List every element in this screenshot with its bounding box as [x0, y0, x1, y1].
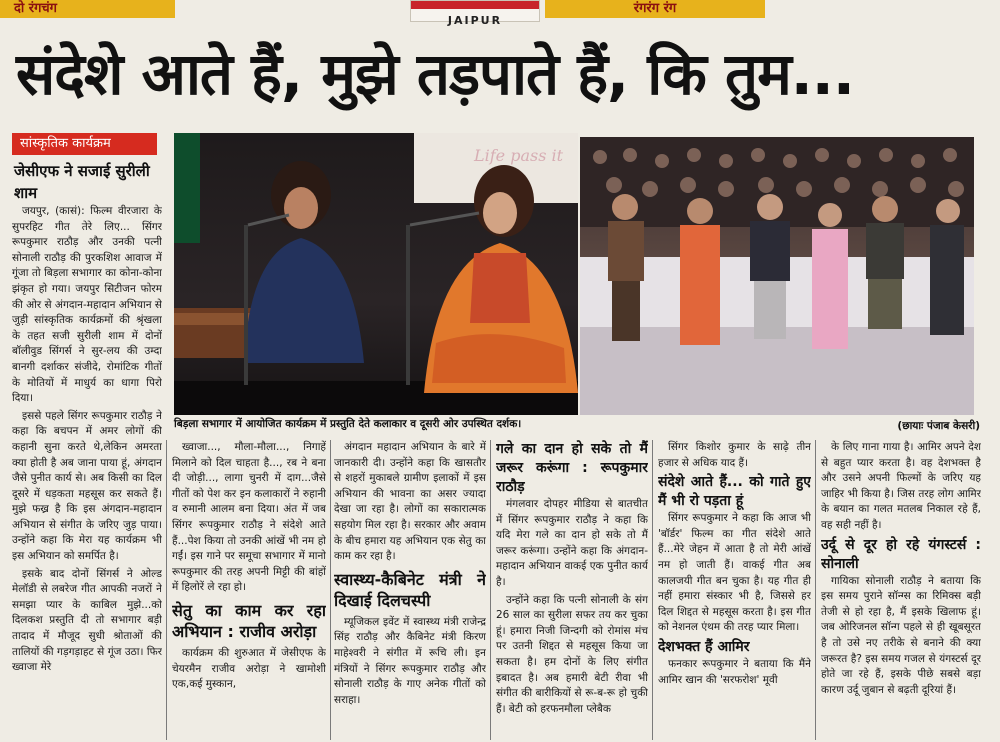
column-rule [815, 440, 816, 740]
article-column-3 [334, 440, 486, 740]
paragraph: फनकार रूपकुमार ने बताया कि मैंने आमिर खान की 'सरफरोश' मूवी [658, 657, 811, 686]
paragraph: सिंगर किशोर कुमार के साढ़े तीन हजार से अधिक याद हैं। [658, 441, 811, 469]
masthead-red-bar [411, 1, 539, 9]
paragraph: ख्वाजा..., मौला-मौला..., निगाहें मिलाने को दिल चाहता है..., रब ने बना दी जोड़ी..., लागा चुनरी में दाग...जैसे गीतों को पेश कर इन कलाकारों ने रुहानी व रुमानी आलम बना दिया। अंत में जब सिंगर रूपकुमार राठौड़ ने संदेशे आते हैं...पेश किया तो उनकी आंखें भी नम हो गईं। इस गाने पर समूचा सभागार में मानो रूपकुमार की तरह अपनी मिट्टी की बांहों में हिलोरें ले रहा हो। [172, 441, 326, 594]
article-column-1 [12, 204, 162, 740]
paragraph: इससे पहले सिंगर रूपकुमार राठौड़ ने कहा कि बचपन में अमर लोगों की कहानी सुना करते थे,लेकिन अमरता क्या होती है अब जाना पाया हूं, अंगदान जैसे पुनीत कार्य से। अब किसी का दिल दूसरे में धड़कता महसूस कर सकते हैं। मुझे फख्र है कि इस अंगदान-महादान अभियान से संगीत के जरिए जुड़ पाया। उन्होंने कहा कि मेरा यह कार्यक्रम भी इस अभियान को समर्पित है। [12, 409, 162, 563]
photo-credit: (छायाः पंजाब केसरी) [897, 420, 980, 432]
column-rule [652, 440, 653, 740]
audience-photo [580, 137, 974, 415]
paragraph: मंगलवार दोपहर मीडिया से बातचीत में सिंगर रूपकुमार राठौड़ ने कहा कि यदि मेरा गले का दान हो सके तो मैं जरूर करूंगा। उन्होंने कहा कि अंगदान-महादान अभियान वाकई एक पुनीत कार्य है। [496, 498, 648, 588]
article-column-2 [172, 440, 326, 740]
paragraph: जयपुर, (कासं): फिल्म वीरजारा के सुपरहिट गीत तेरे लिए... सिंगर रूपकुमार राठौड़ और उनकी पत्नी सोनाली राठौड़ की पुरकशिश आवाज में गूंजा तो बिड़ला सभागार का कोना-कोना झंकृत हो गया। जयपुर सिटीजन फोरम की ओर से अंगदान-महादान अभियान से जुड़ी सांस्कृतिक कार्यक्रमों की श्रृंखला के तहत सजी सुरीली शाम में दोनों बॉलीवुड सिंगर्स ने सुर-लय की उम्दा बानगी दर्शाकर संजीदे, रोमांटिक गीतों के मोतियों में माधुर्य का धागा पिरो दिया। [12, 205, 162, 405]
subhead: जेसीएफ ने सजाई सुरीली शाम [14, 162, 150, 202]
paragraph: उन्होंने कहा कि पत्नी सोनाली के संग 26 साल का सुरीला सफर तय कर चुका हूं। हमारा निजी जिन्दगी को रोमांस मंच पर उतनी शिद्दत से महसूस किया जा सकता है। हम दोनों के लिए संगीत इबादत है। अब हमारी बेटी रीवा भी संगीत की बारीकियों से रू-ब-रू हो चुकी हैं। बेटी को हरफनमौला प्लेबैक [496, 593, 648, 715]
photo-caption: बिड़ला सभागार में आयोजित कार्यक्रम में प्रस्तुति देते कलाकार व दूसरी ओर उपस्थित दर्शक। [174, 418, 522, 430]
section-heading: देशभक्त हैं आमिर [658, 638, 750, 655]
banner-text: Life pass it [474, 146, 564, 165]
masthead-center-tab [410, 0, 540, 27]
performers-photo [174, 133, 578, 415]
performers-photo-illustration [174, 133, 578, 415]
article-column-6 [821, 440, 981, 740]
paragraph: इसके बाद दोनों सिंगर्स ने ओल्ड मेलॉडी से लबरेज गीत आपकी नजरों ने समझा प्यार के काबिल मुझे...को दिलकश प्रस्तुति दी तो सभागार बड़ी तादाद में मौजूद सुधी श्रोताओं की तालियों की गड़गड़ाहट से गूंज उठा। फिर ख्वाजा मेरे [12, 567, 162, 674]
masthead-city: JAIPUR [447, 14, 503, 27]
masthead-left-strip: दो रंगचंग [0, 0, 175, 18]
article-column-4 [496, 440, 648, 740]
section-kicker: सांस्कृतिक कार्यक्रम [12, 133, 157, 155]
masthead-right-strip: रंगरंग रंग [545, 0, 765, 18]
section-heading: उर्दू से दूर हो रहे यंगस्टर्स : सोनाली [821, 536, 981, 572]
column-rule [330, 440, 331, 740]
section-heading: संदेशे आते हैं... को गाते हुए मैं भी रो पड़ता हूं [658, 474, 811, 510]
section-heading: सेतु का काम कर रहा अभियान : राजीव अरोड़ा [172, 600, 326, 641]
column-rule [166, 440, 167, 740]
paragraph: अंगदान महादान अभियान के बारे में जानकारी दी। उन्होंने कहा कि खासतौर से शहरों मुकाबले ग्रामीण इलाकों में इस अभियान की भावना का असर ज्यादा देखा जा रहा है। लोगों का सकारात्मक सहयोग मिल रहा है। सरकार और अवाम के बीच हमारा यह अभियान एक सेतु का काम कर रहा है। [334, 441, 486, 563]
paragraph: कार्यक्रम की शुरुआत में जेसीएफ के चेयरमैन राजीव अरोड़ा ने खामोशी एक,कई मुस्कान, [172, 646, 326, 691]
section-heading: गले का दान हो सके तो मैं जरूर करूंगा : रूपकुमार राठौड़ [496, 441, 648, 495]
column-rule [490, 440, 491, 740]
article-column-5 [658, 440, 811, 740]
section-heading: स्वास्थ्य-कैबिनेट मंत्री ने दिखाई दिलचस्पी [334, 569, 486, 610]
paragraph: के लिए गाना गाया है। आमिर अपने देश से बहुत प्यार करता है। वह देशभक्त है और उसने अपनी फिल्मों के जरिए यह जाहिर भी किया है। जिस तरह लोग आमिर के बयान का गलत मतलब निकाल रहे हैं, वह सही नहीं है। [821, 441, 981, 531]
paragraph: म्यूजिकल इवेंट में स्वास्थ्य मंत्री राजेन्द्र सिंह राठौड़ और कैबिनेट मंत्री किरण माहेश्वरी ने संगीत में रूचि ली। इन मंत्रियों ने सिंगर रूपकुमार राठौड़ और सोनाली राठौड़ के गाए अनेक गीतों को सराहा। [334, 615, 486, 706]
paragraph: गायिका सोनाली राठौड़ ने बताया कि इस समय पुराने सॉन्ग्स का रिमिक्स बड़ी तेजी से हो रहा है, मैं इसके खिलाफ हूं। जब ओरिजनल सॉन्ग पहले से ही खूबसूरत है तो उसे नए तरीके से बनाने की क्या जरूरत है? इस समय गजल से यंगस्टर्स दूर होते जा रहे हैं, इसके पीछे सबसे बड़ा कारण उर्दू जुबान से बढ़ती दूरियां हैं। [821, 574, 981, 696]
audience-photo-illustration [580, 137, 974, 415]
headline: संदेशे आते हैं, मुझे तड़पाते हैं, कि तुम... [16, 40, 854, 108]
paragraph: सिंगर रूपकुमार ने कहा कि आज भी 'बॉर्डर' फिल्म का गीत संदेशे आते हैं...मेरे जेहन में आता है तो मेरी आंखें नम हो जाती हैं। वाकई गीत अब कालजयी गीत बन चुका है। यह गीत ही नहीं हमारा संस्कार भी है, जिससे हर दिल शिद्दत से महसूस करता है। इस गीत को नेशनल एंथम की तरह प्यार मिला। [658, 512, 811, 634]
